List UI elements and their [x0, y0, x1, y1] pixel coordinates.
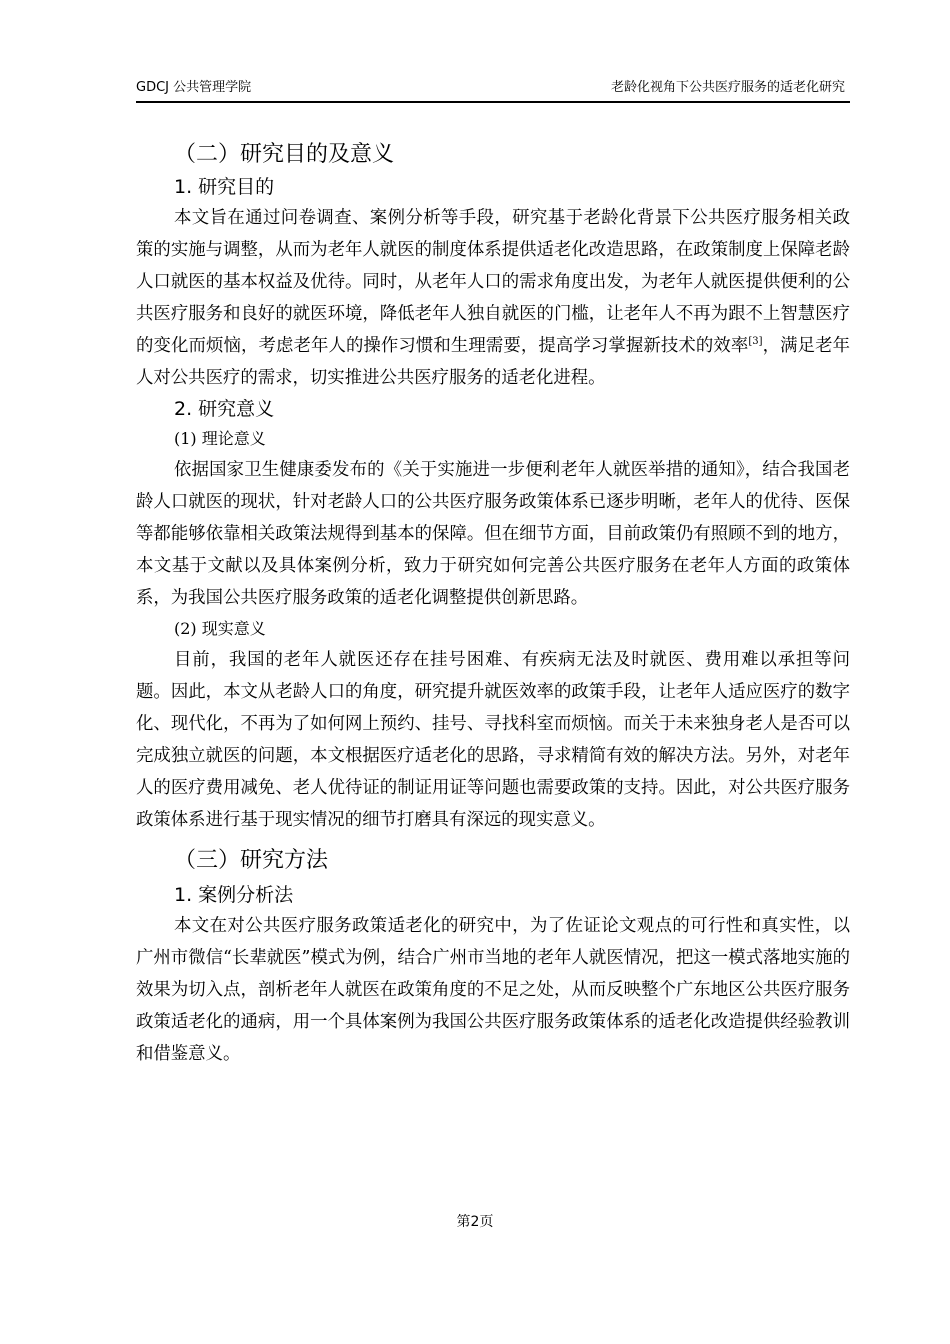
- subheading-practice: (2) 现实意义: [174, 619, 266, 638]
- header-left-text: GDCJ 公共管理学院: [136, 80, 252, 95]
- paragraph-research-purpose: [136, 202, 850, 394]
- page-number: 第2页: [456, 1214, 494, 1230]
- header-rule: [136, 101, 850, 103]
- paragraph-case-analysis: 本文在对公共医疗服务政策适老化的研究中，为了佐证论文观点的可行性和真实性，以广州市微信“长辈就医”模式为例，结合广州市当地的老年人就医情况，把这一模式落地实施的效果为切入点，剖析老年人就医在政策角度的不足之处，从而反映整个广东地区公共医疗服务政策适老化的通病，用一个具体案例为我国公共医疗服务政策体系的适老化改造提供经验教训和借鉴意义。: [136, 916, 850, 1064]
- page-body: [136, 134, 850, 1070]
- section-heading-methods: （三）研究方法: [174, 848, 329, 873]
- subheading-theory: (1) 理论意义: [174, 429, 266, 448]
- header-right-text: 老龄化视角下公共医疗服务的适老化研究: [610, 80, 845, 95]
- paragraph-theory: 依据国家卫生健康委发布的《关于实施进一步便利老年人就医举措的通知》，结合我国老龄人口就医的现状，针对老龄人口的公共医疗服务政策体系已逐步明晰，老年人的优待、医保等都能够依靠相关政策法规得到基本的保障。但在细节方面，目前政策仍有照顾不到的地方，本文基于文献以及具体案例分析，致力于研究如何完善公共医疗服务在老年人方面的政策体系，为我国公共医疗服务政策的适老化调整提供创新思路。: [136, 460, 850, 608]
- paragraph-practice: 目前，我国的老年人就医还存在挂号困难、有疾病无法及时就医、费用难以承担等问题。因此，本文从老龄人口的角度，研究提升就医效率的政策手段，让老年人适应医疗的数字化、现代化，不再为了如何网上预约、挂号、寻找科室而烦恼。而关于未来独身老人是否可以完成独立就医的问题，本文根据医疗适老化的思路，寻求精简有效的解决方法。另外，对老年人的医疗费用减免、老人优待证的制证用证等问题也需要政策的支持。因此，对公共医疗服务政策体系进行基于现实情况的细节打磨具有深远的现实意义。: [136, 650, 850, 830]
- subheading-case-analysis: 1. 案例分析法: [174, 884, 294, 906]
- paragraph-text: ，满足老年人对公共医疗的需求，切实推进公共医疗服务的适老化进程。: [136, 336, 850, 388]
- subheading-research-purpose: 1. 研究目的: [174, 176, 275, 198]
- paragraph-text: 本文旨在通过问卷调查、案例分析等手段，研究基于老龄化背景下公共医疗服务相关政策的实施与调整，从而为老年人就医的制度体系提供适老化改造思路，在政策制度上保障老龄人口就医的基本权益及优待。同时，从老年人口的需求角度出发，为老年人就医提供便利的公共医疗服务和良好的就医环境，降低老年人独自就医的门槛，让老年人不再为跟不上智慧医疗的变化而烦恼，考虑老年人的操作习惯和生理需要，提高学习掌握新技术的效率: [136, 208, 850, 356]
- section-heading-purpose: （二）研究目的及意义: [174, 142, 395, 167]
- subheading-research-significance: 2. 研究意义: [174, 398, 275, 420]
- citation-ref[interactable]: [3]: [748, 336, 763, 348]
